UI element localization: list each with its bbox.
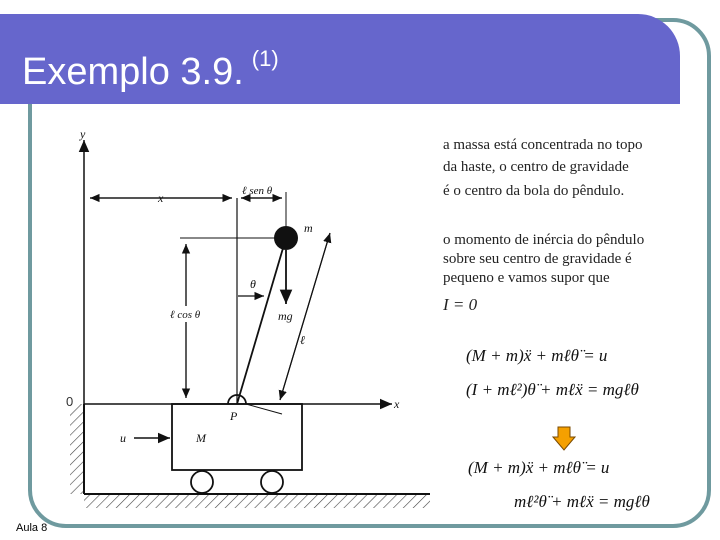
x-axis-label: x [394,397,400,411]
note-line-6: pequeno e vamos supor que [443,270,610,286]
weight-label: mg [278,309,293,323]
wheel-right [261,471,283,493]
y-axis-label: y [80,127,86,141]
origin-label: 0 [66,394,74,409]
slide-title: Exemplo 3.9. $^{(1)}$ [22,46,279,93]
force-label: u [120,431,126,445]
equation-3: (M + m)ẍ + mℓθ̈ = u [468,458,610,477]
mass-label: m [304,221,313,235]
wheel-left [191,471,213,493]
pendulum-mass [274,226,298,250]
note-line-3: é o centro da bola do pêndulo. [443,183,625,199]
down-arrow-icon [552,426,576,452]
equation-1: (M + m)ẍ + mℓθ̈ = u [466,346,608,365]
equation-2: (I + mℓ²)θ̈ + mℓẍ = mgℓθ [466,380,639,399]
rod-length-label: ℓ [300,333,305,347]
theta-label: θ [250,277,256,291]
pivot-label: P [230,409,238,423]
note-line-2: da haste, o centro de gravidade [443,159,629,175]
note-line-4: o momento de inércia do pêndulo [443,232,645,248]
x-dimension-label: x [158,191,164,205]
title-superscript: (1) [251,46,279,71]
slide-footer: Aula 8 [16,522,48,534]
note-line-5: sobre seu centro de gravidade é [443,251,632,267]
note-line-1: a massa está concentrada no topo [443,137,643,153]
note-line-7: I = 0 [443,295,478,314]
ground-hatch [84,494,430,508]
lsin-label: ℓ sen θ [242,185,273,197]
lcos-label: ℓ cos θ [170,309,201,321]
wall-hatch [70,404,84,494]
cart-mass-label: M [196,431,206,445]
equation-4: mℓ²θ̈ + mℓẍ = mgℓθ [514,492,650,511]
